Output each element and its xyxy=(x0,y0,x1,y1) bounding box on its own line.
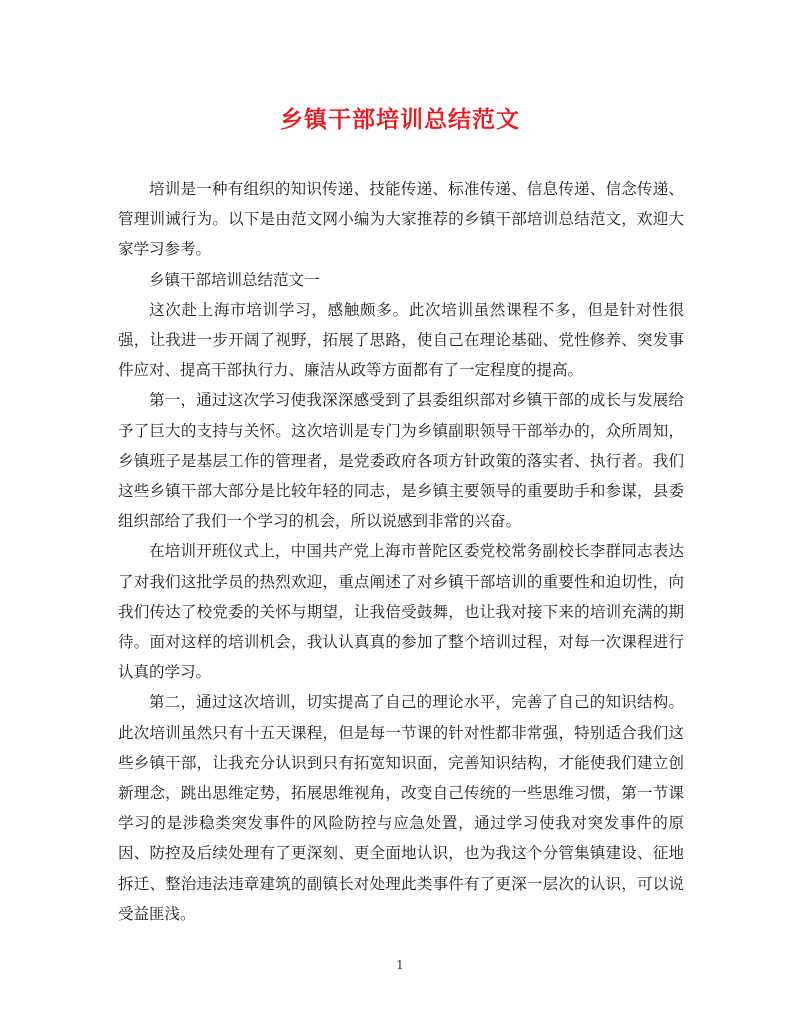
document-title: 乡镇干部培训总结范文 xyxy=(280,106,520,133)
paragraph-intro: 培训是一种有组织的知识传递、技能传递、标准传递、信息传递、信念传递、管理训诫行为。以下是由范文网小编为大家推荐的乡镇干部培训总结范文，欢迎大家学习参考。 xyxy=(118,180,684,259)
document-body xyxy=(118,174,684,929)
section-heading: 乡镇干部培训总结范文一 xyxy=(149,270,320,289)
paragraph-4: 第二，通过这次培训，切实提高了自己的理论水平，完善了自己的知识结构。此次培训虽然只有十五天课程，但是每一节课的针对性都非常强，特别适合我们这些乡镇干部，让我充分认识到只有拓宽知识面，完善知识结构，才能使我们建立创新理念，跳出思维定势，拓展思维视角，改变自己传统的一些思维习惯，第一节课学习的是涉稳类突发事件的风险防控与应急处置，通过学习使我对突发事件的原因、防控及后续处理有了更深刻、更全面地认识，也为我这个分管集镇建设、征地拆迁、整治违法违章建筑的副镇长对处理此类事件有了更深一层次的认识，可以说受益匪浅。 xyxy=(118,693,684,923)
paragraph-1: 这次赴上海市培训学习，感触颇多。此次培训虽然课程不多，但是针对性很强，让我进一步开阔了视野，拓展了思路，使自己在理论基础、党性修养、突发事件应对、提高干部执行力、廉洁从政等方面都有了一定程度的提高。 xyxy=(118,300,684,380)
page-number: 1 xyxy=(396,958,404,972)
paragraph-2: 第一，通过这次学习使我深深感受到了县委组织部对乡镇干部的成长与发展给予了巨大的支持与关怀。这次培训是专门为乡镇副职领导干部举办的，众所周知，乡镇班子是基层工作的管理者，是党委政府各项方针政策的落实者、执行者。我们这些乡镇干部大部分是比较年轻的同志，是乡镇主要领导的重要助手和参谋，县委组织部给了我们一个学习的机会，所以说感到非常的兴奋。 xyxy=(118,391,684,531)
paragraph-3: 在培训开班仪式上，中国共产党上海市普陀区委党校常务副校长李群同志表达了对我们这批学员的热烈欢迎，重点阐述了对乡镇干部培训的重要性和迫切性，向我们传达了校党委的关怀与期望，让我倍受鼓舞，也让我对接下来的培训充满的期待。面对这样的培训机会，我认认真真的参加了整个培训过程，对每一次课程进行认真的学习。 xyxy=(118,542,684,682)
